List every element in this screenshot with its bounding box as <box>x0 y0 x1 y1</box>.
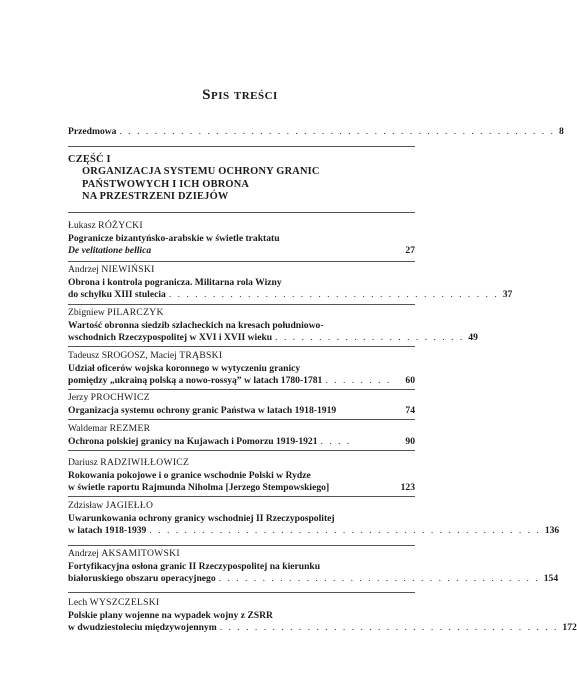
entry-author: Zdzisław JAGIEŁŁO <box>68 500 154 511</box>
part-number: CZĘŚĆ I <box>68 154 111 165</box>
toc-entry: Andrzej NIEWIŃSKI Obrona i kontrola pogranicza. Militarna rola Wizny do schyłku XIII stulecia . . . . . . . . . . . . . . . . . . . . . . . . . . . . . . . . . . . . . . 37 <box>68 264 513 300</box>
entry-title: Rokowania pokojowe i o granice wschodnie Polski w Rydze <box>68 469 311 481</box>
entry-title: Pogranicze bizantyńsko-arabskie w świetle traktatu <box>68 232 280 244</box>
entry-title: De velitatione bellica <box>68 245 152 256</box>
entry-page: 172 <box>562 622 577 633</box>
preface-page: 8 <box>558 126 564 137</box>
entry-title: Obrona i kontrola pogranicza. Militarna rola Wizny <box>68 276 282 288</box>
divider <box>68 496 415 497</box>
entry-title: białoruskiego obszaru operacyjnego <box>68 573 216 584</box>
toc-entry: Tadeusz SROGOSZ, Maciej TRĄBSKI Udział oficerów wojska koronnego w wytyczeniu granicy pomiędzy „ukrainą polską a nowo-rossyą” w latach 1780-1781 . . . . . . . . 60 <box>68 350 415 386</box>
entry-author: Tadeusz SROGOSZ, Maciej TRĄBSKI <box>68 350 223 361</box>
entry-title: Ochrona polskiej granicy na Kujawach i Pomorzu 1919-1921 <box>68 435 318 447</box>
toc-entry <box>68 220 415 258</box>
part-title-line: ORGANIZACJA SYSTEMU OCHRONY GRANIC <box>82 166 320 178</box>
entry-title: Fortyfikacyjna osłona granic II Rzeczypospolitej na kierunku <box>68 560 321 572</box>
entry-title: w świetle raportu Rajmunda Niholma [Jerzego Stempowskiego] <box>68 482 330 493</box>
divider <box>68 545 415 546</box>
entry-author: Andrzej AKSAMITOWSKI <box>68 548 180 559</box>
entry-page: 60 <box>405 375 415 386</box>
entry-title: Organizacja systemu ochrony granic Państwa w latach 1918-1919 <box>68 404 337 416</box>
entry-page: 90 <box>405 435 415 447</box>
part-title-line: PAŃSTWOWYCH I ICH OBRONA <box>82 178 250 190</box>
entry-author: Zbigniew PILARCZYK <box>68 307 164 318</box>
entry-page: 27 <box>405 245 415 256</box>
divider <box>68 212 415 213</box>
entry-title: Wartość obronna siedzib szlacheckich na kresach południowo- <box>68 319 324 331</box>
divider <box>68 146 415 147</box>
toc-entry: Zbigniew PILARCZYK Wartość obronna siedzib szlacheckich na kresach południowo- wschodnich Rzeczypospolitej w XVI i XVII wieku . . . . . . . . . . . . . . . . . . . . . . 49 <box>68 307 478 343</box>
toc-preface: Przedmowa . . . . . . . . . . . . . . . . . . . . . . . . . . . . . . . . . . . . . . . . . . . . . . . . . . 8 <box>68 126 564 137</box>
entry-author: Łukasz RÓŻYCKI <box>68 220 143 231</box>
entry-title: w dwudziestoleciu międzywojennym <box>68 622 217 633</box>
part-title-line: NA PRZESTRZENI DZIEJÓW <box>82 191 229 203</box>
entry-author: Lech WYSZCZELSKI <box>68 597 160 608</box>
entry-author: Andrzej NIEWIŃSKI <box>68 264 155 275</box>
toc-entry: Zdzisław JAGIEŁŁO Uwarunkowania ochrony granicy wschodniej II Rzeczypospolitej w latach 1918-1939 . . . . . . . . . . . . . . . . . . . . . . . . . . . . . . . . . . . . . . . . . . . . . 136 <box>68 500 560 536</box>
entry-page: 74 <box>405 404 415 416</box>
entry-author: Jerzy PROCHWICZ <box>68 392 150 403</box>
toc-entry <box>68 392 415 417</box>
entry-title: pomiędzy „ukrainą polską a nowo-rossyą” w latach 1780-1781 <box>68 375 323 386</box>
divider <box>68 346 415 347</box>
entry-title: Polskie plany wojenne na wypadek wojny z ZSRR <box>68 609 273 621</box>
toc-entry: Waldemar REZMER Ochrona polskiej granicy na Kujawach i Pomorzu 1919-1921 . . . . 90 <box>68 423 415 447</box>
divider <box>68 304 415 305</box>
entry-page: 123 <box>400 482 415 493</box>
entry-author: Waldemar REZMER <box>68 423 151 434</box>
entry-title: Uwarunkowania ochrony granicy wschodniej II Rzeczypospolitej <box>68 512 335 524</box>
entry-title: do schyłku XIII stulecia <box>68 289 166 300</box>
toc-entry <box>68 457 415 495</box>
preface-label: Przedmowa <box>68 126 117 137</box>
toc-entry: Andrzej AKSAMITOWSKI Fortyfikacyjna osłona granic II Rzeczypospolitej na kierunku białoruskiego obszaru operacyjnego . . . . . . . . . . . . . . . . . . . . . . . . . . . . . . . . . . . . . 154 <box>68 548 559 584</box>
entry-page: 154 <box>543 573 559 584</box>
entry-page: 136 <box>544 525 560 536</box>
entry-title: wschodnich Rzeczypospolitej w XVI i XVII wieku <box>68 332 273 343</box>
entry-page: 37 <box>502 289 513 300</box>
entry-title: Udział oficerów wojska koronnego w wytyczeniu granicy <box>68 362 301 374</box>
divider <box>68 389 415 390</box>
part-heading <box>68 154 415 204</box>
divider <box>68 450 415 451</box>
entry-author: Dariusz RADZIWIŁŁOWICZ <box>68 457 190 468</box>
page-title-text: Spis treści <box>202 87 278 103</box>
divider <box>68 261 415 262</box>
toc-entry: Lech WYSZCZELSKI Polskie plany wojenne na wypadek wojny z ZSRR w dwudziestoleciu międzywojennym . . . . . . . . . . . . . . . . . . . . . . . . . . . . . . . . . . . . . . . 172 <box>68 597 577 633</box>
entry-title: w latach 1918-1939 <box>68 525 147 536</box>
divider <box>68 419 415 420</box>
divider <box>68 592 415 593</box>
entry-page: 49 <box>468 332 478 343</box>
page-title <box>0 87 480 104</box>
